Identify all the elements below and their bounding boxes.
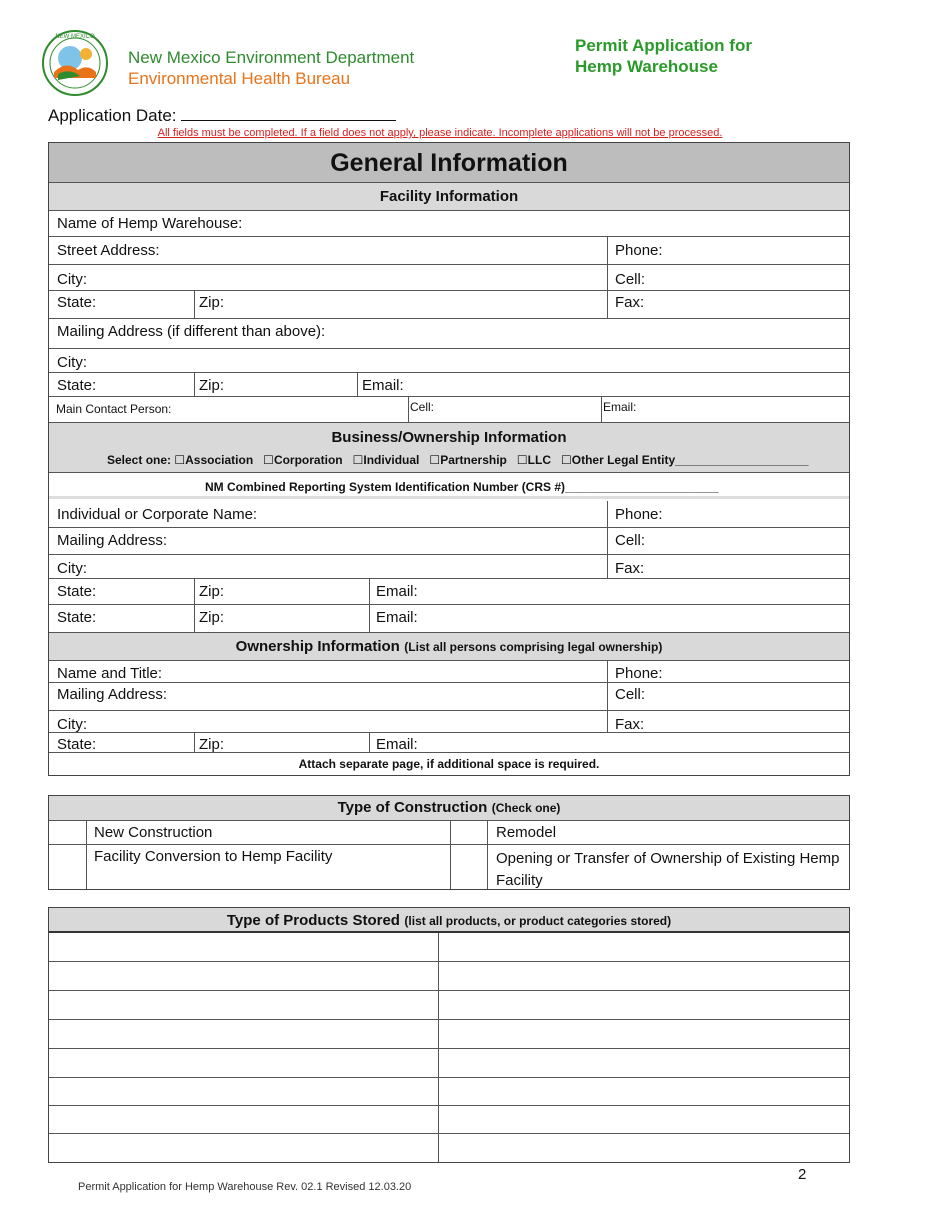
checkbox-corporation[interactable]: ☐Corporation: [263, 453, 343, 467]
footer-revision: Permit Application for Hemp Warehouse Rev. 02.1 Revised 12.03.20: [78, 1181, 412, 1193]
product-entry-4a[interactable]: [49, 1020, 438, 1048]
product-entry-6b[interactable]: [439, 1078, 849, 1105]
owner-state-row[interactable]: State: Zip: Email:: [49, 733, 849, 753]
general-information-section: [48, 142, 850, 776]
option-transfer-ownership: Opening or Transfer of Ownership of Existing Hemp Facility: [496, 850, 840, 889]
product-entry-2b[interactable]: [439, 962, 849, 990]
product-entry-3b[interactable]: [439, 991, 849, 1019]
option-remodel: Remodel: [496, 824, 557, 841]
option-facility-conversion: Facility Conversion to Hemp Facility: [94, 848, 333, 865]
checkbox-other-entity[interactable]: ☐Other Legal Entity____________________: [561, 453, 809, 467]
owner-city-row[interactable]: City: Fax:: [49, 711, 849, 733]
facility-information-title: Facility Information: [379, 188, 519, 205]
business-state-row-2[interactable]: State: Zip: Email:: [49, 605, 849, 633]
main-contact-row[interactable]: Main Contact Person: Cell: Email:: [49, 397, 849, 423]
business-state-row-1[interactable]: State: Zip: Email:: [49, 579, 849, 605]
construction-type-title: Type of Construction: [337, 799, 488, 816]
construction-type-section: Type of Construction (Check one) New Construction Remodel Facility Conversion to Hemp Facility Opening or Transfer of Ownership of Existing Hemp Facility: [48, 795, 850, 890]
street-address-row[interactable]: Street Address: Phone:: [49, 237, 849, 265]
product-entry-8a[interactable]: [49, 1134, 438, 1162]
mailing-state-row[interactable]: State: Zip: Email:: [49, 373, 849, 397]
business-mailing-row[interactable]: Mailing Address: Cell:: [49, 528, 849, 555]
product-entry-7a[interactable]: [49, 1106, 438, 1133]
product-entry-3a[interactable]: [49, 991, 438, 1019]
owner-name-row[interactable]: Name and Title: Phone:: [49, 661, 849, 683]
product-entry-7b[interactable]: [439, 1106, 849, 1133]
entity-type-selector[interactable]: Select one: ☐Association ☐Corporation ☐Individual ☐Partnership ☐LLC ☐Other Legal Entity____________________: [107, 453, 809, 467]
product-entry-1a[interactable]: [49, 933, 438, 961]
page-number: 2: [798, 1166, 807, 1183]
owner-mailing-row[interactable]: Mailing Address: Cell:: [49, 683, 849, 711]
mailing-city-field[interactable]: City:: [49, 349, 849, 373]
product-entry-5a[interactable]: [49, 1049, 438, 1077]
checkbox-individual[interactable]: ☐Individual: [352, 453, 420, 467]
checkbox-association[interactable]: ☐Association: [174, 453, 254, 467]
general-information-title: General Information: [330, 149, 568, 177]
checkbox-remodel[interactable]: [450, 821, 487, 844]
city-row[interactable]: City: Cell:: [49, 265, 849, 291]
svg-text:NEW MEXICO: NEW MEXICO: [55, 34, 95, 40]
state-zip-row[interactable]: State: Zip: Fax:: [49, 291, 849, 319]
document-title: Permit Application for Hemp Warehouse: [575, 36, 752, 76]
bureau-name: Environmental Health Bureau: [128, 69, 351, 88]
crs-number-field[interactable]: NM Combined Reporting System Identification Number (CRS #)_______________________: [49, 473, 849, 499]
hemp-warehouse-name-field[interactable]: Name of Hemp Warehouse:: [49, 211, 849, 237]
product-entry-4b[interactable]: [439, 1020, 849, 1048]
products-stored-title: Type of Products Stored: [226, 912, 400, 929]
ownership-information-header: Ownership Information (List all persons comprising legal ownership): [49, 633, 849, 661]
nmed-logo: [40, 28, 110, 98]
product-entry-8b[interactable]: [439, 1134, 849, 1162]
agency-name: New Mexico Environment Department: [128, 48, 415, 67]
product-entry-5b[interactable]: [439, 1049, 849, 1077]
checkbox-transfer-ownership[interactable]: [450, 845, 487, 889]
business-ownership-header: Business/Ownership Information Select one: ☐Association ☐Corporation ☐Individual ☐Partnership ☐LLC ☐Other Legal Entity____________________: [49, 423, 849, 473]
completion-warning: All fields must be completed. If a field does not apply, please indicate. Incomplete applications will not be processed.: [157, 127, 723, 139]
product-entry-2a[interactable]: [49, 962, 438, 990]
checkbox-new-construction[interactable]: [49, 821, 86, 844]
option-new-construction: New Construction: [94, 824, 213, 841]
checkbox-partnership[interactable]: ☐Partnership: [429, 453, 507, 467]
checkbox-facility-conversion[interactable]: [49, 845, 86, 889]
product-entry-6a[interactable]: [49, 1078, 438, 1105]
application-date-field[interactable]: Application Date:: [48, 106, 396, 126]
checkbox-llc[interactable]: ☐LLC: [516, 453, 551, 467]
corporate-name-row[interactable]: Individual or Corporate Name: Phone:: [49, 501, 849, 528]
facility-mailing-address-field[interactable]: Mailing Address (if different than above):: [49, 319, 849, 349]
business-city-row[interactable]: City: Fax:: [49, 555, 849, 579]
attach-note-row: Attach separate page, if additional space is required.: [298, 757, 600, 771]
products-stored-section: Type of Products Stored (list all products, or product categories stored): [48, 907, 850, 1163]
product-entry-1b[interactable]: [439, 933, 849, 961]
